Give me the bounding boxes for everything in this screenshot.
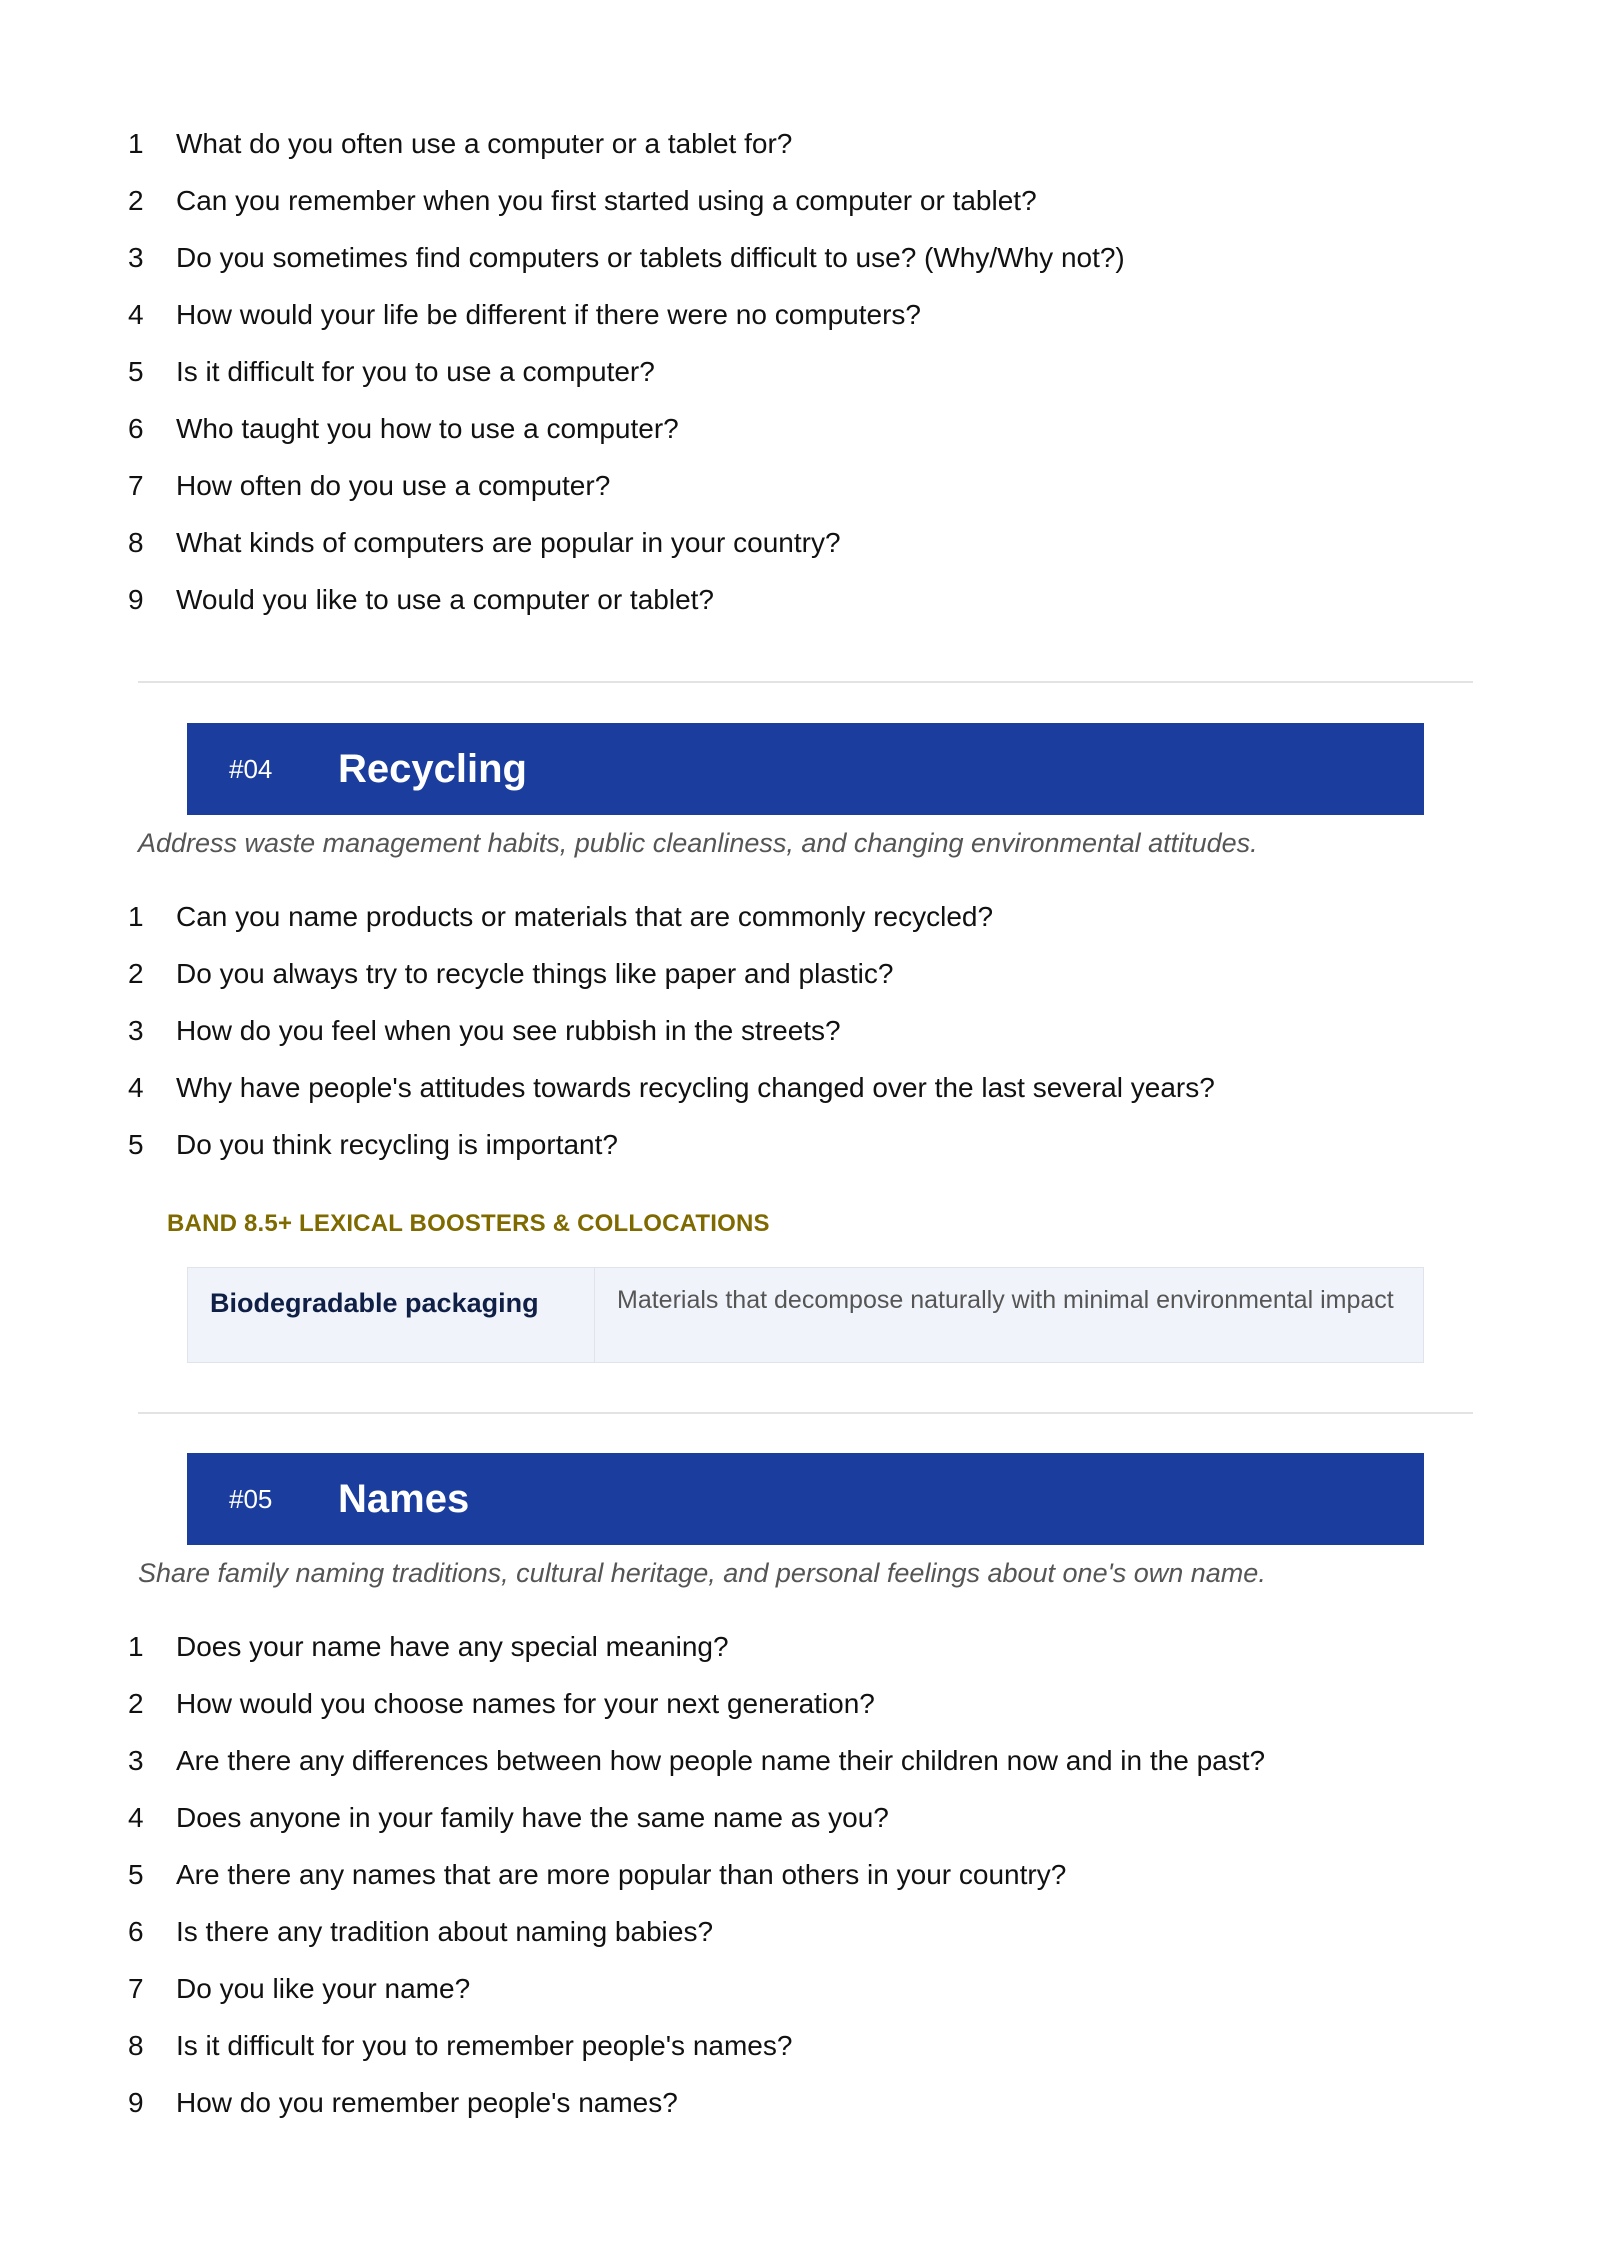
section-title: Recycling [338, 747, 527, 791]
section-description: Address waste management habits, public cleanliness, and changing environmental attitudes. [138, 828, 1258, 858]
list-item [0, 1858, 1600, 1915]
question-number: 8 [128, 2030, 144, 2061]
question-number: 1 [128, 901, 144, 932]
question-text: How often do you use a computer? [176, 470, 611, 501]
question-number: 2 [128, 185, 144, 216]
list-item [0, 412, 1600, 469]
question-text: Who taught you how to use a computer? [176, 413, 679, 444]
question-text: Is there any tradition about naming babies? [176, 1916, 714, 1947]
list-item [0, 583, 1600, 640]
list-item [0, 526, 1600, 583]
question-text: Does anyone in your family have the same name as you? [176, 1802, 889, 1833]
question-number: 9 [128, 584, 144, 615]
list-item [0, 241, 1600, 298]
question-number: 5 [128, 356, 144, 387]
list-item [0, 1630, 1600, 1687]
list-item [0, 298, 1600, 355]
question-number: 5 [128, 1859, 144, 1890]
question-number: 7 [128, 470, 144, 501]
band-heading: BAND 8.5+ LEXICAL BOOSTERS & COLLOCATIONS [167, 1210, 770, 1237]
question-number: 7 [128, 1973, 144, 2004]
list-item [0, 1744, 1600, 1801]
list-item [0, 2029, 1600, 2086]
list-item [0, 1915, 1600, 1972]
section-divider [138, 681, 1473, 683]
vocab-term: Biodegradable packaging [210, 1288, 539, 1318]
question-number: 5 [128, 1129, 144, 1160]
question-text: Do you always try to recycle things like paper and plastic? [176, 958, 894, 989]
recycling-question-list [0, 900, 1600, 1185]
section-number: #05 [229, 1484, 273, 1514]
table-divider [594, 1268, 595, 1362]
section-description: Share family naming traditions, cultural heritage, and personal feelings about one's own name. [138, 1558, 1266, 1588]
section-banner-recycling [187, 723, 1424, 815]
question-text: Is it difficult for you to use a computer? [176, 356, 655, 387]
question-text: Do you like your name? [176, 1973, 471, 2004]
list-item [0, 127, 1600, 184]
question-number: 2 [128, 1688, 144, 1719]
question-number: 1 [128, 1631, 144, 1662]
list-item [0, 1687, 1600, 1744]
names-question-list [0, 1630, 1600, 2143]
list-item [0, 184, 1600, 241]
section-number: #04 [229, 754, 273, 784]
computers-question-list [0, 127, 1600, 640]
list-item [0, 1071, 1600, 1128]
question-text: What kinds of computers are popular in your country? [176, 527, 841, 558]
question-text: How do you remember people's names? [176, 2087, 678, 2118]
list-item [0, 1801, 1600, 1858]
list-item [0, 2086, 1600, 2143]
question-number: 2 [128, 958, 144, 989]
question-text: Do you think recycling is important? [176, 1129, 618, 1160]
question-number: 4 [128, 299, 144, 330]
question-number: 3 [128, 1745, 144, 1776]
question-text: How would your life be different if there were no computers? [176, 299, 921, 330]
list-item [0, 957, 1600, 1014]
question-number: 8 [128, 527, 144, 558]
section-title: Names [338, 1477, 470, 1521]
list-item [0, 1128, 1600, 1185]
question-text: Do you sometimes find computers or tablets difficult to use? (Why/Why not?) [176, 242, 1125, 273]
section-divider [138, 1412, 1473, 1414]
question-number: 1 [128, 128, 144, 159]
question-text: Does your name have any special meaning? [176, 1631, 729, 1662]
vocab-table [187, 1267, 1424, 1363]
question-text: Would you like to use a computer or tablet? [176, 584, 715, 615]
question-text: Is it difficult for you to remember people's names? [176, 2030, 793, 2061]
question-number: 3 [128, 242, 144, 273]
question-text: How would you choose names for your next generation? [176, 1688, 875, 1719]
list-item [0, 900, 1600, 957]
question-number: 4 [128, 1072, 144, 1103]
question-number: 6 [128, 413, 144, 444]
list-item [0, 1972, 1600, 2029]
question-text: Can you remember when you first started using a computer or tablet? [176, 185, 1037, 216]
question-text: Are there any differences between how people name their children now and in the past? [176, 1745, 1266, 1776]
section-banner-names [187, 1453, 1424, 1545]
question-text: Are there any names that are more popular than others in your country? [176, 1859, 1067, 1890]
list-item [0, 355, 1600, 412]
question-number: 9 [128, 2087, 144, 2118]
list-item [0, 1014, 1600, 1071]
question-text: How do you feel when you see rubbish in the streets? [176, 1015, 841, 1046]
question-number: 3 [128, 1015, 144, 1046]
question-text: What do you often use a computer or a tablet for? [176, 128, 793, 159]
question-number: 4 [128, 1802, 144, 1833]
question-number: 6 [128, 1916, 144, 1947]
list-item [0, 469, 1600, 526]
question-text: Why have people's attitudes towards recycling changed over the last several years? [176, 1072, 1215, 1103]
vocab-definition: Materials that decompose naturally with minimal environmental impact [617, 1286, 1394, 1314]
question-text: Can you name products or materials that are commonly recycled? [176, 901, 994, 932]
